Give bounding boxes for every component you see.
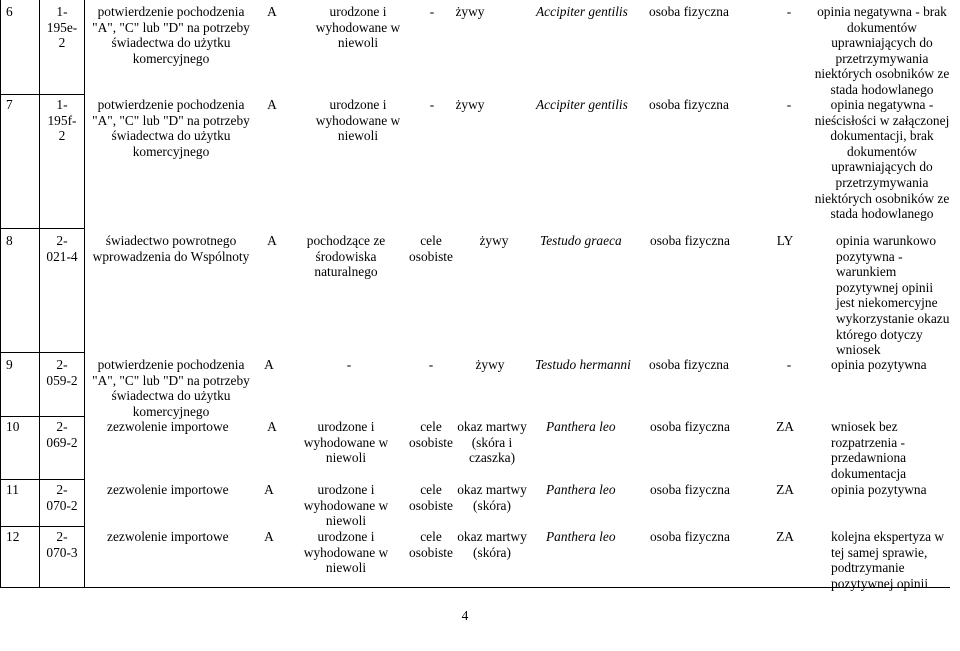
row-okaz: - <box>429 97 435 112</box>
row-zrodlo: urodzone i wyhodowane w niewoli <box>303 482 389 529</box>
row-opinia: wniosek bez rozpatrzenia - przedawniona dokumentacja <box>831 419 907 481</box>
row-divider <box>0 94 84 95</box>
row-zrodlo: - <box>346 357 352 372</box>
row-opinia: opinia warunkowo pozytywna - warunkiem pozytywnej opinii jest niekomercyjne wykorzystanie okazu którego dotyczy wniosek <box>836 233 950 358</box>
row-lp: 11 <box>6 482 19 497</box>
row-cel: zezwolenie importowe <box>107 419 229 434</box>
table-border-bottom <box>0 587 950 588</box>
row-stan: żywy <box>455 4 485 19</box>
row-lp: 12 <box>6 529 20 544</box>
row-lp: 6 <box>6 4 13 19</box>
row-opinia: opinia pozytywna <box>831 482 927 497</box>
row-cel: zezwolenie importowe <box>107 482 229 497</box>
row-kraj: - <box>786 4 792 19</box>
row-divider <box>0 416 84 417</box>
row-stan: żywy <box>479 233 509 248</box>
row-cel: potwierdzenie pochodzenia "A", "C" lub "D" na potrzeby świadectwa do użytku komercyjnego <box>92 97 250 159</box>
row-zal: A <box>267 97 277 112</box>
row-gatunek: Panthera leo <box>546 529 616 544</box>
row-gatunek: Accipiter gentilis <box>536 97 628 112</box>
row-kraj: ZA <box>776 482 794 497</box>
row-zrodlo: urodzone i wyhodowane w niewoli <box>315 4 401 51</box>
row-divider <box>0 479 84 480</box>
row-kraj: - <box>786 97 792 112</box>
row-rodzaj: cele osobiste <box>409 482 453 513</box>
row-rodzaj: - <box>428 357 434 372</box>
row-zal: A <box>264 357 274 372</box>
row-zrodlo: urodzone i wyhodowane w niewoli <box>315 97 401 144</box>
row-okaz: - <box>429 4 435 19</box>
row-osoba: osoba fizyczna <box>649 97 729 112</box>
row-zal: A <box>267 419 277 434</box>
row-gatunek: Testudo graeca <box>540 233 622 248</box>
row-kraj: ZA <box>776 529 794 544</box>
row-rodzaj: cele osobiste <box>409 233 453 264</box>
row-opinia: opinia pozytywna <box>831 357 927 372</box>
row-divider <box>0 526 84 527</box>
row-zrodlo: urodzone i wyhodowane w niewoli <box>303 529 389 576</box>
row-kraj: LY <box>776 233 794 248</box>
row-stan: żywy <box>455 97 485 112</box>
row-zal: A <box>264 529 274 544</box>
row-okaz: okaz martwy (skóra) <box>457 529 527 560</box>
row-gatunek: Accipiter gentilis <box>536 4 628 19</box>
row-osoba: osoba fizyczna <box>650 419 730 434</box>
row-opinia: kolejna ekspertyza w tej samej sprawie, podtrzymanie pozytywnej opinii <box>831 529 945 591</box>
row-opinia: opinia negatywna - nieścisłości w załączonej dokumentacji, brak dokumentów uprawniających do przetrzymywania niektórych osobników ze stada hodowlanego <box>814 97 950 222</box>
row-kraj: - <box>786 357 792 372</box>
row-nr: 2-059-2 <box>46 357 78 388</box>
column-divider <box>84 0 85 588</box>
row-okaz: okaz martwy (skóra) <box>457 482 527 513</box>
row-opinia: opinia negatywna - brak dokumentów uprawniających do przetrzymywania niektórych osobników ze stada hodowlanego <box>814 4 950 97</box>
row-osoba: osoba fizyczna <box>650 529 730 544</box>
row-zal: A <box>264 482 274 497</box>
row-zal: A <box>267 233 277 248</box>
row-cel: potwierdzenie pochodzenia "A", "C" lub "D" na potrzeby świadectwa do użytku komercyjnego <box>92 4 250 66</box>
row-stan: żywy <box>475 357 505 372</box>
row-nr: 1-195f-2 <box>47 97 77 144</box>
table-border-left <box>0 0 1 588</box>
row-nr: 2-070-2 <box>46 482 78 513</box>
row-nr: 2-021-4 <box>46 233 78 264</box>
page-number: 4 <box>461 608 469 623</box>
row-gatunek: Panthera leo <box>546 419 616 434</box>
row-zrodlo: urodzone i wyhodowane w niewoli <box>303 419 389 466</box>
row-lp: 9 <box>6 357 13 372</box>
row-cel: świadectwo powrotnego wprowadzenia do Wspólnoty <box>92 233 250 264</box>
row-nr: 1-195e-2 <box>46 4 78 51</box>
row-zrodlo: pochodzące ze środowiska naturalnego <box>306 233 386 280</box>
column-divider <box>39 0 40 588</box>
row-divider <box>0 352 84 353</box>
row-gatunek: Panthera leo <box>546 482 616 497</box>
row-gatunek: Testudo hermanni <box>535 357 631 372</box>
row-osoba: osoba fizyczna <box>650 233 730 248</box>
row-zal: A <box>267 4 277 19</box>
row-lp: 10 <box>6 419 20 434</box>
row-nr: 2-069-2 <box>46 419 78 450</box>
row-rodzaj: cele osobiste <box>409 529 453 560</box>
row-lp: 8 <box>6 233 13 248</box>
row-cel: zezwolenie importowe <box>107 529 229 544</box>
row-osoba: osoba fizyczna <box>649 4 729 19</box>
row-lp: 7 <box>6 97 13 112</box>
row-cel: potwierdzenie pochodzenia "A", "C" lub "D" na potrzeby świadectwa do użytku komercyjnego <box>92 357 250 419</box>
row-okaz: okaz martwy (skóra i czaszka) <box>457 419 527 466</box>
row-divider <box>0 228 84 229</box>
row-kraj: ZA <box>776 419 794 434</box>
row-nr: 2-070-3 <box>46 529 78 560</box>
row-rodzaj: cele osobiste <box>409 419 453 450</box>
row-osoba: osoba fizyczna <box>649 357 729 372</box>
row-osoba: osoba fizyczna <box>650 482 730 497</box>
